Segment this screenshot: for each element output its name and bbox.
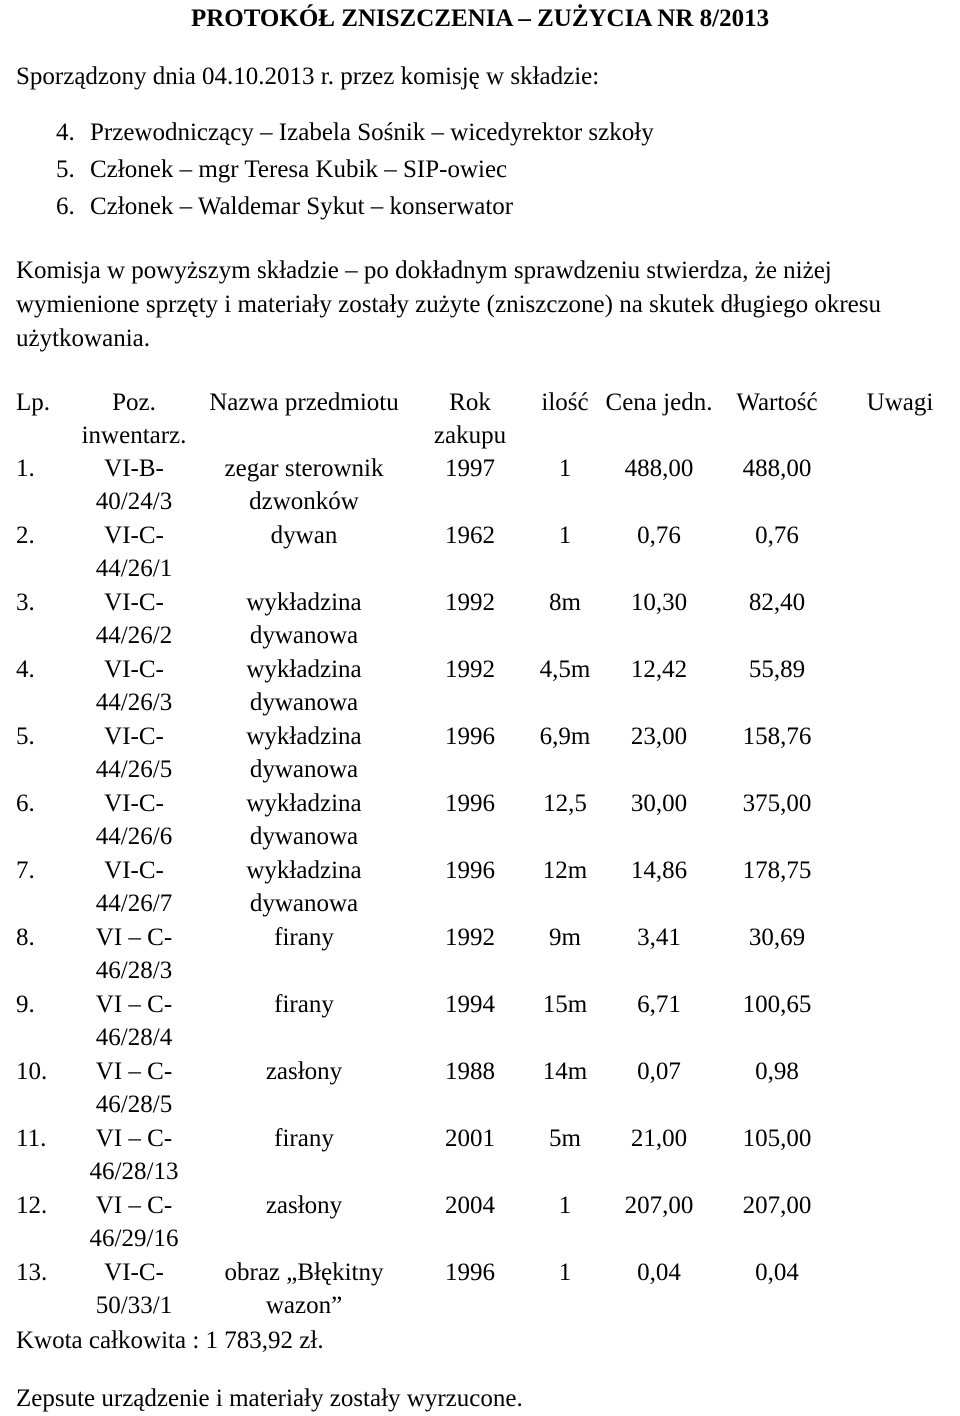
table-row [12, 586, 960, 653]
cell-unit-price: 14,86 [630, 857, 688, 884]
cell-lp: 6. [16, 790, 35, 817]
cell-quantity: 1 [558, 1192, 572, 1219]
cell-purchase-year: 1992 [445, 924, 495, 951]
commission-statement: Komisja w powyższym składzie – po dokładnym sprawdzeniu stwierdza, że niżej wymienione sprzęty i materiały zostały zużyte (zniszczone) na skutek długiego okresu użytkowania. [16, 257, 881, 352]
cell-lp: 13. [16, 1259, 48, 1286]
cell-item-name: zasłony [265, 1192, 343, 1219]
cell-value: 30,69 [748, 924, 806, 951]
cell-inventory-position: VI-C-50/33/1 [95, 1259, 173, 1319]
cell-item-name: wykładzina dywanowa [246, 723, 362, 783]
table-row [12, 1256, 960, 1323]
cell-quantity: 14m [542, 1058, 588, 1085]
cell-item-name: dywan [270, 522, 338, 549]
cell-quantity: 5m [549, 1125, 581, 1152]
header-item-name: Nazwa przedmiotu [209, 389, 399, 416]
cell-item-name: wykładzina dywanowa [246, 857, 362, 917]
cell-inventory-position: VI – C-46/29/16 [89, 1192, 179, 1252]
member-number: 6. [56, 193, 75, 220]
cell-remarks [840, 586, 960, 653]
cell-remarks [840, 519, 960, 586]
header-inventory-position: Poz. inwentarz. [81, 389, 187, 449]
cell-lp: 5. [16, 723, 35, 750]
cell-remarks [840, 1122, 960, 1189]
cell-purchase-year: 2004 [445, 1192, 495, 1219]
cell-value: 158,76 [742, 723, 812, 750]
cell-inventory-position: VI-C-44/26/3 [95, 656, 173, 716]
cell-unit-price: 6,71 [637, 991, 681, 1018]
cell-quantity: 6,9m [539, 723, 591, 750]
cell-lp: 2. [16, 522, 35, 549]
cell-purchase-year: 1996 [445, 857, 495, 884]
cell-item-name: zasłony [265, 1058, 343, 1085]
cell-lp: 11. [16, 1125, 47, 1152]
cell-item-name: firany [274, 1125, 334, 1152]
table-header-row [12, 386, 960, 452]
cell-lp: 3. [16, 589, 35, 616]
cell-item-name: firany [274, 924, 334, 951]
cell-quantity: 1 [558, 455, 572, 482]
cell-item-name: wykładzina dywanowa [246, 790, 362, 850]
cell-unit-price: 0,76 [637, 522, 681, 549]
table-row [12, 452, 960, 519]
total-amount: Kwota całkowita : 1 783,92 zł. [16, 1327, 324, 1354]
cell-remarks [840, 720, 960, 787]
cell-purchase-year: 1962 [445, 522, 495, 549]
cell-inventory-position: VI – C-46/28/3 [95, 924, 173, 984]
cell-quantity: 12m [542, 857, 588, 884]
cell-quantity: 15m [542, 991, 588, 1018]
header-purchase-year: Rok zakupu [433, 389, 507, 449]
cell-quantity: 1 [558, 522, 572, 549]
cell-value: 488,00 [742, 455, 812, 482]
cell-lp: 12. [16, 1192, 48, 1219]
cell-unit-price: 21,00 [630, 1125, 688, 1152]
header-value: Wartość [736, 389, 818, 416]
cell-remarks [840, 988, 960, 1055]
cell-remarks [840, 1055, 960, 1122]
table-row [12, 653, 960, 720]
cell-quantity: 4,5m [539, 656, 591, 683]
cell-quantity: 12,5 [543, 790, 587, 817]
cell-inventory-position: VI-C-44/26/7 [95, 857, 173, 917]
header-unit-price: Cena jedn. [605, 389, 713, 416]
cell-value: 100,65 [742, 991, 812, 1018]
commission-members-list [56, 116, 654, 227]
cell-purchase-year: 1988 [445, 1058, 495, 1085]
cell-inventory-position: VI – C-46/28/5 [95, 1058, 173, 1118]
header-lp: Lp. [16, 389, 51, 416]
member-number: 5. [56, 156, 75, 183]
cell-item-name: firany [274, 991, 334, 1018]
cell-value: 0,04 [755, 1259, 799, 1286]
footer-note: Zepsute urządzenie i materiały zostały wyrzucone. [16, 1385, 523, 1412]
member-text: Przewodniczący – Izabela Sośnik – wicedyrektor szkoły [90, 119, 654, 146]
cell-purchase-year: 1997 [445, 455, 495, 482]
cell-purchase-year: 1992 [445, 589, 495, 616]
cell-value: 82,40 [748, 589, 806, 616]
member-item [56, 153, 654, 190]
cell-unit-price: 10,30 [630, 589, 688, 616]
cell-item-name: wykładzina dywanowa [246, 589, 362, 649]
cell-unit-price: 30,00 [630, 790, 688, 817]
cell-inventory-position: VI – C-46/28/13 [89, 1125, 179, 1185]
cell-unit-price: 3,41 [637, 924, 681, 951]
cell-inventory-position: VI-C-44/26/5 [95, 723, 173, 783]
cell-lp: 10. [16, 1058, 48, 1085]
cell-unit-price: 0,04 [637, 1259, 681, 1286]
cell-remarks [840, 1189, 960, 1256]
cell-purchase-year: 1992 [445, 656, 495, 683]
table-row [12, 787, 960, 854]
member-text: Członek – Waldemar Sykut – konserwator [90, 193, 514, 220]
cell-item-name: obraz „Błękitny wazon” [224, 1259, 384, 1319]
table-row [12, 720, 960, 787]
table-row [12, 519, 960, 586]
cell-value: 0,98 [755, 1058, 799, 1085]
cell-value: 207,00 [742, 1192, 812, 1219]
table-row [12, 1189, 960, 1256]
cell-lp: 9. [16, 991, 35, 1018]
cell-unit-price: 0,07 [637, 1058, 681, 1085]
table-row [12, 921, 960, 988]
cell-value: 55,89 [748, 656, 806, 683]
cell-remarks [840, 854, 960, 921]
cell-item-name: wykładzina dywanowa [246, 656, 362, 716]
cell-remarks [840, 921, 960, 988]
cell-remarks [840, 787, 960, 854]
cell-inventory-position: VI-B-40/24/3 [95, 455, 173, 515]
header-quantity: ilość [541, 389, 589, 416]
cell-lp: 7. [16, 857, 35, 884]
header-remarks: Uwagi [866, 389, 934, 416]
member-text: Członek – mgr Teresa Kubik – SIP-owiec [90, 156, 508, 183]
cell-inventory-position: VI – C-46/28/4 [95, 991, 173, 1051]
cell-purchase-year: 1996 [445, 723, 495, 750]
cell-quantity: 8m [549, 589, 581, 616]
cell-unit-price: 23,00 [630, 723, 688, 750]
items-table [12, 386, 960, 1323]
cell-inventory-position: VI-C-44/26/6 [95, 790, 173, 850]
cell-value: 178,75 [742, 857, 812, 884]
cell-unit-price: 488,00 [624, 455, 694, 482]
cell-purchase-year: 1994 [445, 991, 495, 1018]
document-title: PROTOKÓŁ ZNISZCZENIA – ZUŻYCIA NR 8/2013 [190, 5, 770, 32]
cell-purchase-year: 1996 [445, 1259, 495, 1286]
table-row [12, 1122, 960, 1189]
cell-quantity: 1 [558, 1259, 572, 1286]
cell-remarks [840, 653, 960, 720]
cell-remarks [840, 1256, 960, 1323]
cell-quantity: 9m [549, 924, 581, 951]
cell-lp: 8. [16, 924, 35, 951]
table-row [12, 988, 960, 1055]
cell-purchase-year: 1996 [445, 790, 495, 817]
cell-inventory-position: VI-C-44/26/1 [95, 522, 173, 582]
table-row [12, 1055, 960, 1122]
cell-purchase-year: 2001 [445, 1125, 495, 1152]
member-item [56, 116, 654, 153]
cell-inventory-position: VI-C-44/26/2 [95, 589, 173, 649]
intro-line: Sporządzony dnia 04.10.2013 r. przez komisję w składzie: [16, 63, 600, 90]
cell-item-name: zegar sterownik dzwonków [224, 455, 384, 515]
cell-unit-price: 207,00 [624, 1192, 694, 1219]
table-row [12, 854, 960, 921]
cell-lp: 4. [16, 656, 35, 683]
cell-unit-price: 12,42 [630, 656, 688, 683]
cell-remarks [840, 452, 960, 519]
cell-value: 105,00 [742, 1125, 812, 1152]
member-item [56, 190, 654, 227]
cell-lp: 1. [16, 455, 35, 482]
cell-value: 0,76 [755, 522, 799, 549]
cell-value: 375,00 [742, 790, 812, 817]
member-number: 4. [56, 119, 75, 146]
